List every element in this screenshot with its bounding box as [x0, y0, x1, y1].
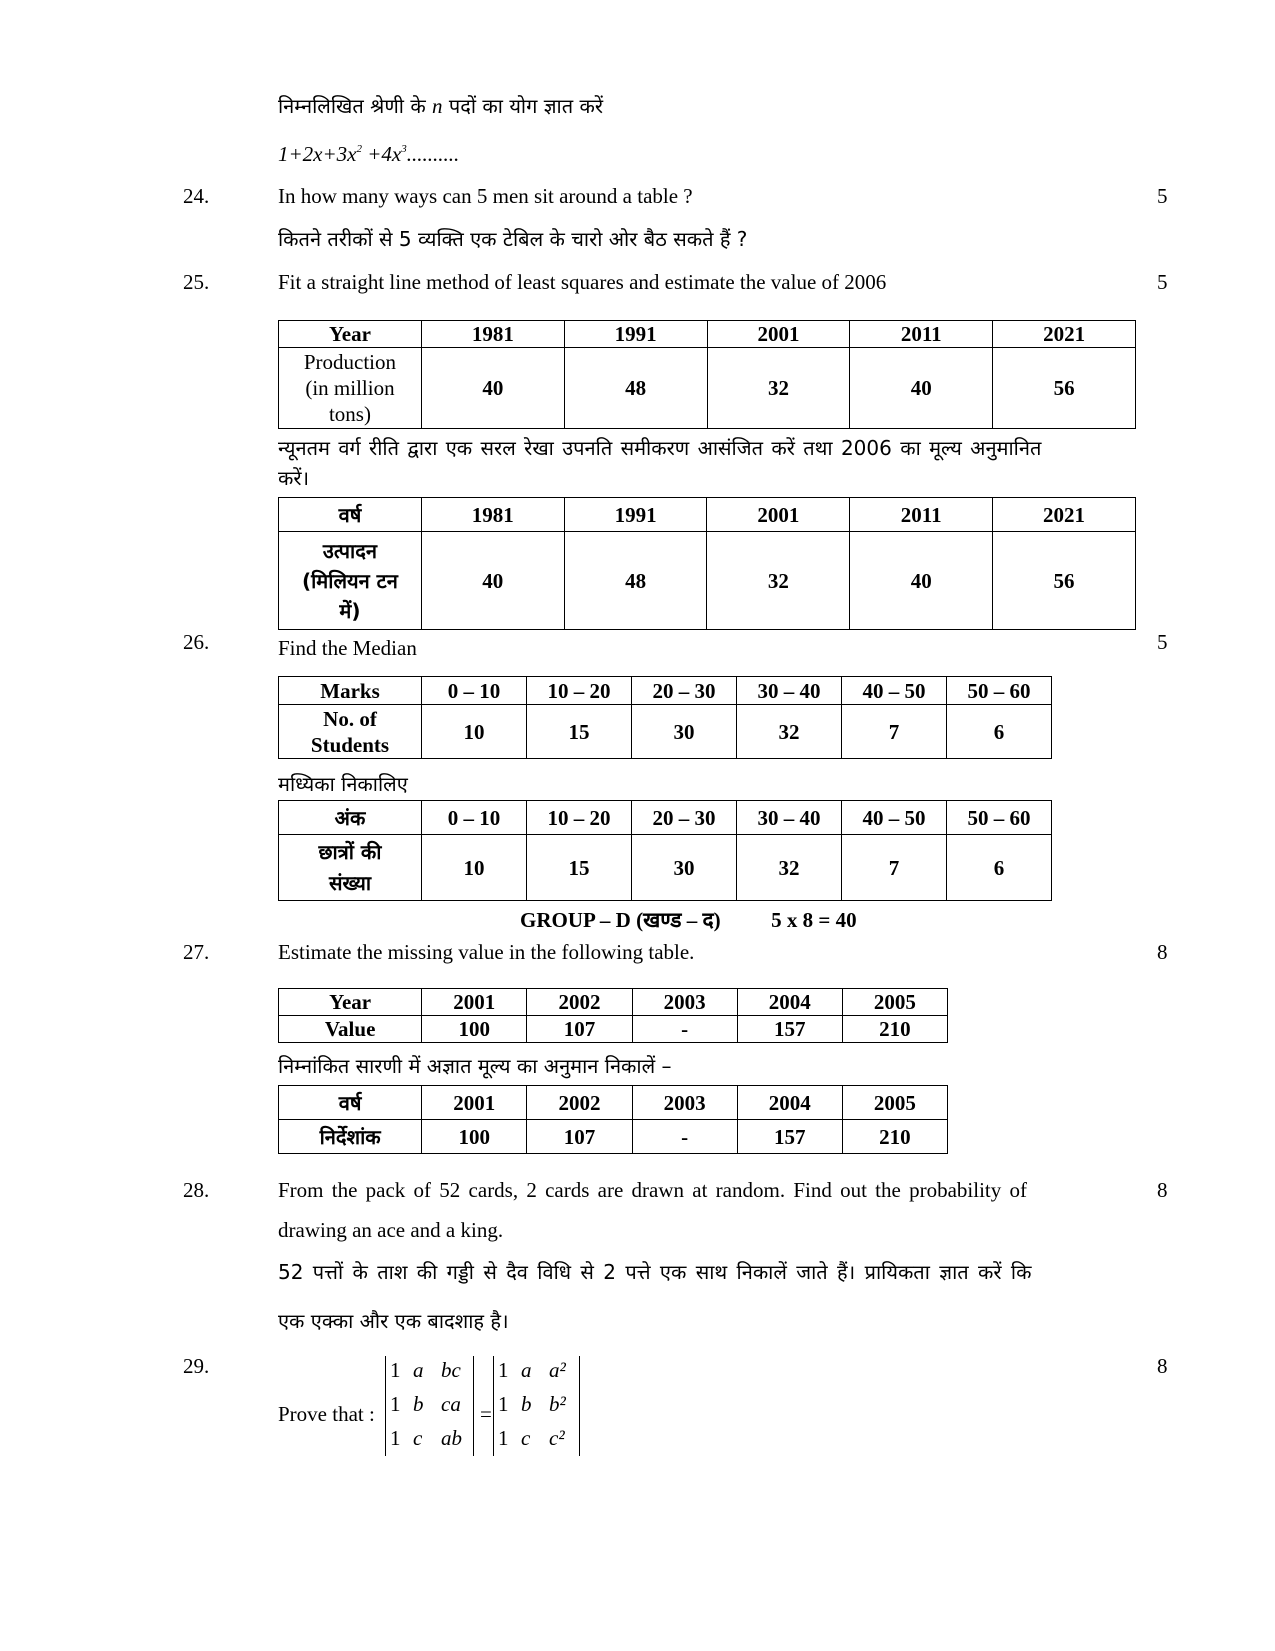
table-year: 2004	[737, 1086, 842, 1120]
table-cell: 7	[842, 835, 947, 901]
table-header-year: वर्ष	[279, 1086, 422, 1120]
table-cell: 157	[737, 1120, 842, 1154]
table-year: 2002	[527, 989, 632, 1016]
table-year: 2005	[842, 989, 947, 1016]
q29-equals: =	[480, 1402, 492, 1426]
q26-marks: 5	[1157, 630, 1168, 654]
table-cell: 48	[564, 532, 707, 630]
q25-table-english	[278, 320, 1136, 429]
table-cell: 100	[422, 1120, 527, 1154]
q26-english: Find the Median	[278, 636, 417, 660]
table-class: 50 – 60	[947, 801, 1052, 835]
table-cell: 40	[421, 532, 564, 630]
table-cell: 15	[527, 705, 632, 759]
q25-number: 25.	[183, 270, 210, 294]
q23-series: $1+2x+3x^2 +4x^3$..........	[278, 142, 460, 166]
group-d-marks: 5 x 8 = 40	[771, 908, 857, 932]
table-cell: 40	[850, 532, 993, 630]
table-class: 0 – 10	[422, 801, 527, 835]
q26-table-hindi	[278, 800, 1052, 901]
table-header-marks: अंक	[279, 801, 422, 835]
q24-english: In how many ways can 5 men sit around a table ?	[278, 184, 693, 208]
table-cell: -	[632, 1016, 737, 1043]
q25-hindi-line2: करें।	[278, 466, 310, 490]
table-class: 40 – 50	[842, 677, 947, 705]
table-class: 30 – 40	[737, 801, 842, 835]
q29-left-determinant: 1 a bc 1 b ca 1 c ab	[385, 1356, 475, 1456]
determinant-bar	[493, 1356, 494, 1456]
table-cell: 32	[737, 835, 842, 901]
table-class: 20 – 30	[632, 801, 737, 835]
table-cell: 100	[422, 1016, 527, 1043]
table-class: 0 – 10	[422, 677, 527, 705]
q24-number: 24.	[183, 184, 210, 208]
table-year: 2021	[993, 321, 1136, 348]
table-cell: 15	[527, 835, 632, 901]
q28-number: 28.	[183, 1178, 210, 1202]
table-class: 20 – 30	[632, 677, 737, 705]
group-d-heading	[520, 906, 857, 934]
table-class: 30 – 40	[737, 677, 842, 705]
table-cell: 32	[707, 532, 850, 630]
table-cell: 210	[842, 1120, 947, 1154]
table-year: 1981	[421, 498, 564, 532]
table-cell: 107	[527, 1016, 632, 1043]
table-cell: 210	[842, 1016, 947, 1043]
q28-hindi-line2: एक एक्का और एक बादशाह है।	[278, 1309, 509, 1333]
table-cell: 56	[993, 532, 1136, 630]
table-cell: 6	[947, 705, 1052, 759]
q29-right-determinant: 1 a a² 1 b b² 1 c c²	[493, 1356, 583, 1456]
determinant-bar	[385, 1356, 386, 1456]
table-year: 2003	[632, 1086, 737, 1120]
q26-hindi: मध्यिका निकालिए	[278, 772, 408, 796]
q24-hindi: कितने तरीकों से 5 व्यक्ति एक टेबिल के चारो ओर बैठ सकते हैं ?	[278, 227, 748, 251]
q29-number: 29.	[183, 1354, 210, 1378]
q25-marks: 5	[1157, 270, 1168, 294]
q28-english-line2: drawing an ace and a king.	[278, 1218, 504, 1242]
table-row-label: छात्रों की संख्या	[279, 835, 422, 901]
q27-table-english	[278, 988, 948, 1043]
table-cell: 10	[422, 835, 527, 901]
q28-english-line1: From the pack of 52 cards, 2 cards are drawn at random. Find out the probability of	[278, 1178, 1027, 1202]
q27-marks: 8	[1157, 940, 1168, 964]
table-cell: 157	[737, 1016, 842, 1043]
table-class: 50 – 60	[947, 677, 1052, 705]
table-year: 1991	[564, 321, 707, 348]
table-year: 2011	[850, 498, 993, 532]
table-cell: 6	[947, 835, 1052, 901]
q28-hindi-line1: 52 पत्तों के ताश की गड्डी से दैव विधि से 2 पत्ते एक साथ निकालें जाते हैं। प्रायिकता ज्ञात करें कि	[278, 1260, 1032, 1284]
q27-table-hindi	[278, 1085, 948, 1154]
table-class: 40 – 50	[842, 801, 947, 835]
table-row-label: Value	[279, 1016, 422, 1043]
table-year: 2005	[842, 1086, 947, 1120]
table-cell: 56	[993, 348, 1136, 429]
table-row-label: उत्पादन (मिलियन टन में)	[279, 532, 422, 630]
table-cell: 32	[707, 348, 850, 429]
table-class: 10 – 20	[527, 801, 632, 835]
determinant-bar	[473, 1356, 474, 1456]
q23-hindi-text: निम्नलिखित श्रेणी के n पदों का योग ज्ञात करें	[278, 94, 604, 118]
table-class: 10 – 20	[527, 677, 632, 705]
group-d-title: GROUP – D (खण्ड – द)	[520, 908, 721, 932]
table-year: 2003	[632, 989, 737, 1016]
table-header-marks: Marks	[279, 677, 422, 705]
q25-english: Fit a straight line method of least squares and estimate the value of 2006	[278, 270, 887, 294]
table-cell: 10	[422, 705, 527, 759]
q29-marks: 8	[1157, 1354, 1168, 1378]
table-year: 2021	[993, 498, 1136, 532]
q28-marks: 8	[1157, 1178, 1168, 1202]
table-row-label: Production (in million tons)	[279, 348, 422, 429]
table-cell: 30	[632, 705, 737, 759]
table-row-label: No. of Students	[279, 705, 422, 759]
table-cell: 40	[850, 348, 993, 429]
table-year: 2002	[527, 1086, 632, 1120]
table-year: 2004	[737, 989, 842, 1016]
q25-hindi-line1: न्यूनतम वर्ग रीति द्वारा एक सरल रेखा उपनति समीकरण आसंजित करें तथा 2006 का मूल्य अनुमानित	[278, 436, 1042, 460]
q26-table-english	[278, 676, 1052, 759]
q27-number: 27.	[183, 940, 210, 964]
table-header-year: Year	[279, 321, 422, 348]
determinant-bar	[579, 1356, 580, 1456]
q27-hindi: निम्नांकित सारणी में अज्ञात मूल्य का अनुमान निकालें –	[278, 1054, 672, 1078]
table-year: 2001	[707, 321, 850, 348]
table-cell: 7	[842, 705, 947, 759]
table-row-label: निर्देशांक	[279, 1120, 422, 1154]
table-cell: 107	[527, 1120, 632, 1154]
q26-number: 26.	[183, 630, 210, 654]
table-year: 2001	[422, 1086, 527, 1120]
table-year: 2011	[850, 321, 993, 348]
table-year: 1981	[421, 321, 564, 348]
q25-table-hindi	[278, 497, 1136, 630]
q27-english: Estimate the missing value in the following table.	[278, 940, 695, 964]
table-year: 2001	[422, 989, 527, 1016]
table-year: 1991	[564, 498, 707, 532]
table-cell: 48	[564, 348, 707, 429]
q24-marks: 5	[1157, 184, 1168, 208]
table-cell: 30	[632, 835, 737, 901]
table-header-year: Year	[279, 989, 422, 1016]
table-year: 2001	[707, 498, 850, 532]
table-cell: 32	[737, 705, 842, 759]
table-cell: -	[632, 1120, 737, 1154]
q29-prefix: Prove that :	[278, 1402, 375, 1426]
table-header-year: वर्ष	[279, 498, 422, 532]
table-cell: 40	[421, 348, 564, 429]
